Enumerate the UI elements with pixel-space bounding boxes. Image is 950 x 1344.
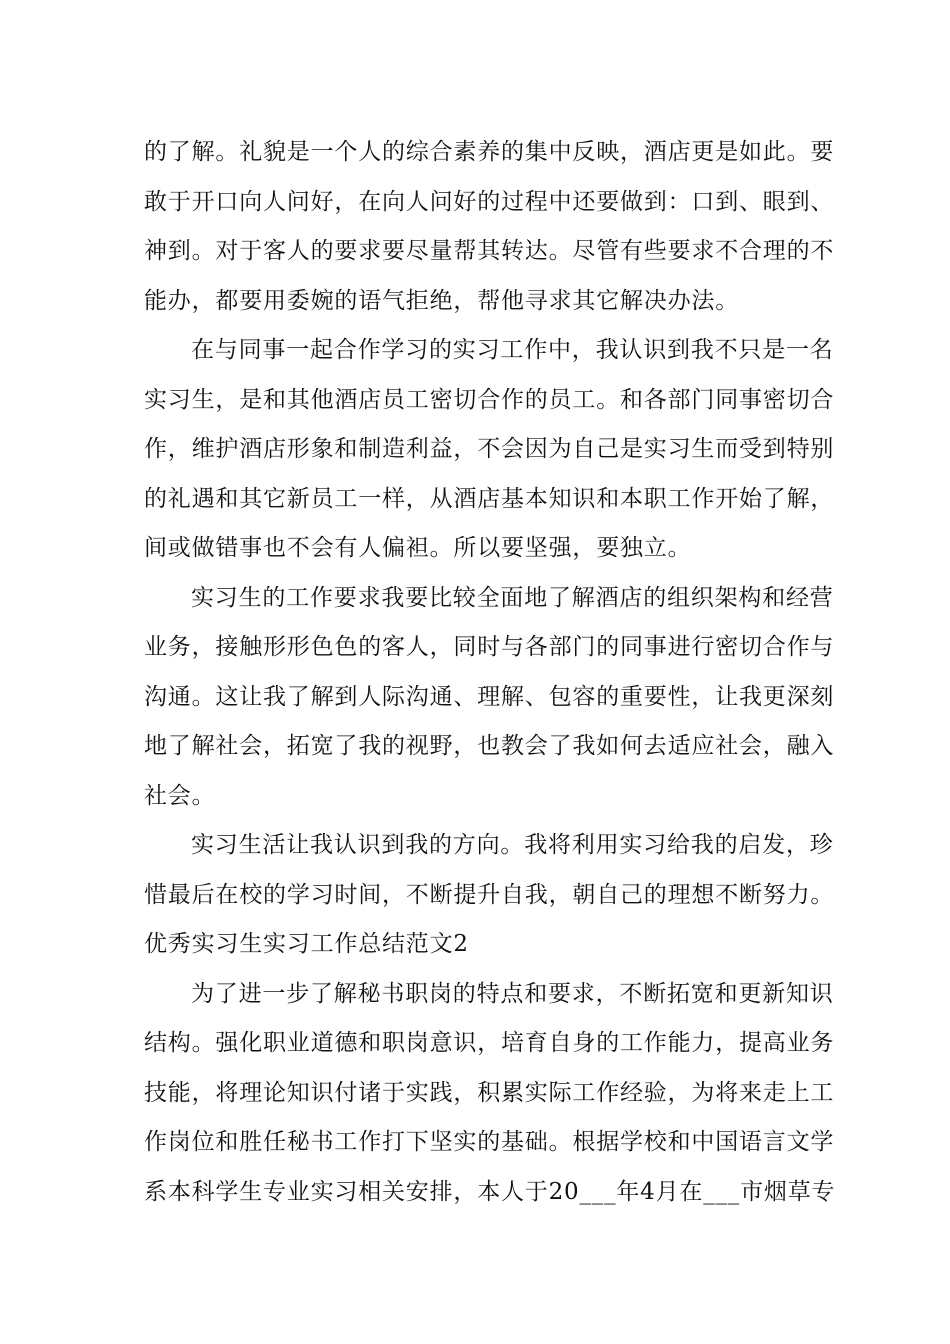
text-line: 间或做错事也不会有人偏袒。所以要坚强，要独立。 (144, 535, 692, 561)
text-line: 地了解社会，拓宽了我的视野，也教会了我如何去适应社会，融入 (144, 733, 835, 759)
text-line: 系本科学生专业实习相关安排，本人于20___年4月在___市烟草专 (144, 1178, 836, 1205)
text-line: 惜最后在校的学习时间，不断提升自我，朝自己的理想不断努力。 (144, 881, 835, 908)
text-line: 实习生活让我认识到我的方向。我将利用实习给我的启发，珍 (191, 832, 834, 858)
paragraph-3 (144, 574, 835, 822)
text-line: 能办，都要用委婉的语气拒绝，帮他寻求其它解决办法。 (144, 287, 739, 314)
text-line: 社会。 (144, 782, 216, 809)
text-line: 结构。强化职业道德和职岗意识，培育自身的工作能力，提高业务 (144, 1030, 835, 1056)
text-line: 为了进一步了解秘书职岗的特点和要求，不断拓宽和更新知识 (191, 980, 834, 1007)
text-line: 技能，将理论知识付诸于实践，积累实际工作经验，为将来走上工 (144, 1079, 835, 1106)
text-line: 实习生的工作要求我要比较全面地了解酒店的组织架构和经营 (191, 584, 834, 611)
text-line: 神到。对于客人的要求要尽量帮其转达。尽管有些要求不合理的不 (144, 238, 835, 264)
text-line: 作，维护酒店形象和制造利益，不会因为自己是实习生而受到特别 (144, 436, 835, 462)
text-line: 作岗位和胜任秘书工作打下坚实的基础。根据学校和中国语言文学 (144, 1129, 835, 1155)
text-line: 实习生，是和其他酒店员工密切合作的员工。和各部门同事密切合 (144, 386, 835, 413)
text-line: 沟通。这让我了解到人际沟通、理解、包容的重要性，让我更深刻 (144, 683, 835, 710)
text-line: 业务，接触形形色色的客人，同时与各部门的同事进行密切合作与 (144, 634, 835, 660)
text-line: 的了解。礼貌是一个人的综合素养的集中反映，酒店更是如此。要 (144, 139, 835, 165)
section-heading: 优秀实习生实习工作总结范文2 (144, 931, 469, 957)
text-line: 在与同事一起合作学习的实习工作中，我认识到我不只是一名 (191, 337, 834, 363)
paragraph-2 (144, 326, 835, 574)
paragraph-4 (144, 821, 835, 920)
document-body (144, 128, 836, 1217)
paragraph-5 (144, 970, 836, 1218)
paragraph-1 (144, 128, 835, 326)
text-line: 敢于开口向人问好，在向人问好的过程中还要做到：口到、眼到、 (144, 188, 835, 215)
text-line: 的礼遇和其它新员工一样，从酒店基本知识和本职工作开始了解， (144, 485, 835, 512)
